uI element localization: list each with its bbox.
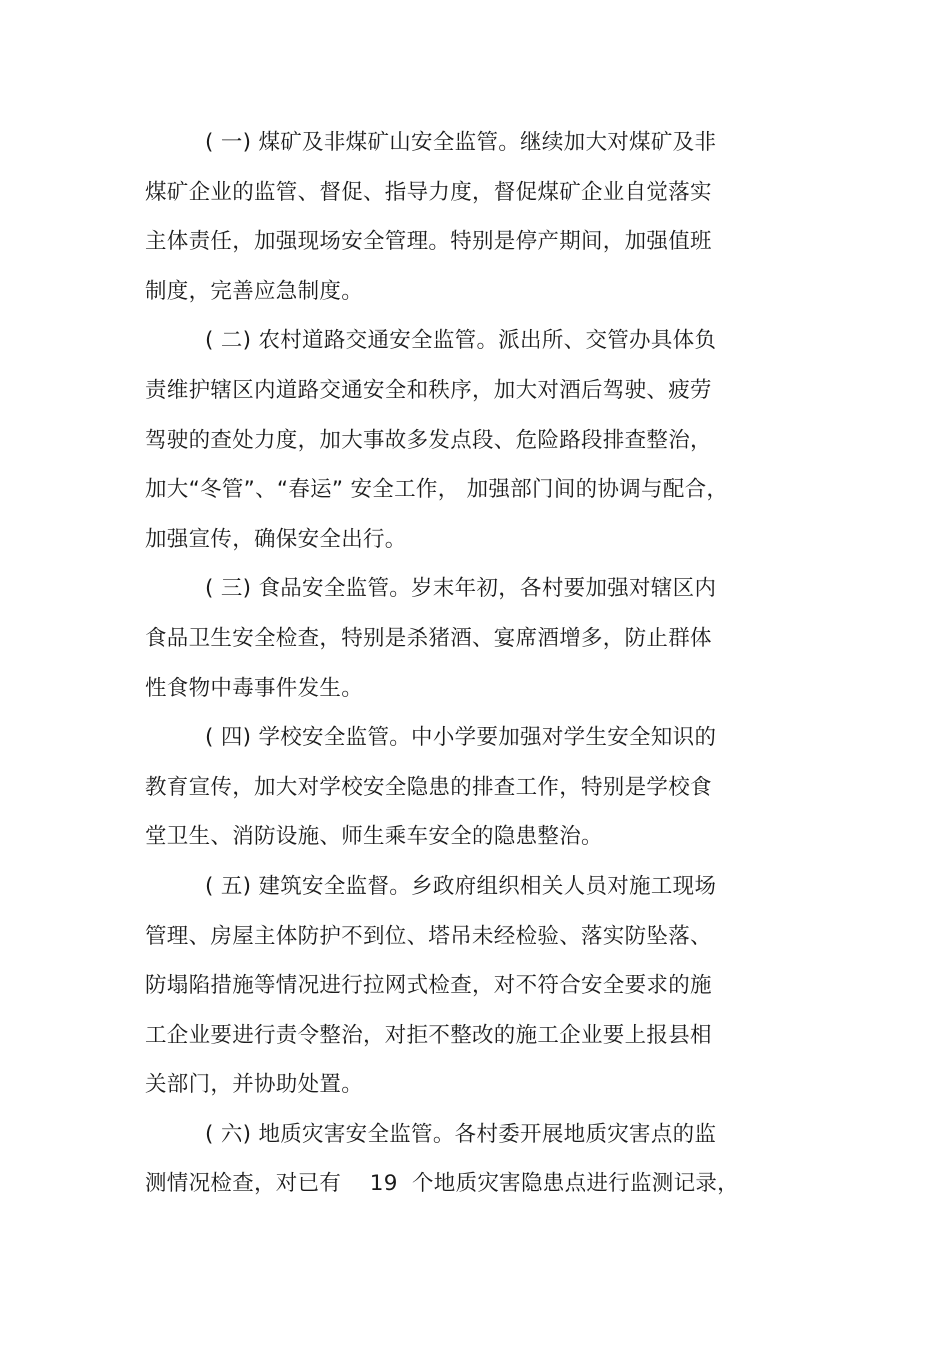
text-line: 加大“冬管”、“春运” 安全工作， 加强部门间的协调与配合， (145, 477, 729, 503)
text-line: ( 二) 农村道路交通安全监管。派出所、交管办具体负 (205, 328, 717, 354)
text-line: 性食物中毒事件发生。 (145, 675, 364, 701)
text-line: 责维护辖区内道路交通安全和秩序，加大对酒后驾驶、疲劳 (145, 377, 712, 403)
text-line: ( 四) 学校安全监管。中小学要加强对学生安全知识的 (205, 725, 717, 751)
paragraph-geological-hazard-safety (145, 1110, 765, 1209)
text-line: ( 六) 地质灾害安全监管。各村委开展地质灾害点的监 (205, 1121, 717, 1147)
text-line: 管理、房屋主体防护不到位、塔吊未经检验、落实防坠落、 (145, 923, 712, 949)
paragraph-road-traffic-safety (145, 316, 765, 564)
text-line: 测情况检查，对已有 19 个地质灾害隐患点进行监测记录， (145, 1171, 739, 1197)
text-line: 关部门，并协助处置。 (145, 1072, 364, 1098)
text-line: ( 一) 煤矿及非煤矿山安全监管。继续加大对煤矿及非 (205, 130, 717, 155)
paragraph-school-safety (145, 713, 765, 862)
text-line: 食品卫生安全检查，特别是杀猪酒、宴席酒增多，防止群体 (145, 625, 712, 651)
text-line: ( 五) 建筑安全监督。乡政府组织相关人员对施工现场 (205, 873, 717, 899)
text-line: 煤矿企业的监管、督促、指导力度，督促煤矿企业自觉落实 (145, 179, 712, 205)
text-line: 加强宣传，确保安全出行。 (145, 526, 407, 552)
text-line: 驾驶的查处力度，加大事故多发点段、危险路段排查整治， (145, 427, 712, 453)
text-line: ( 三) 食品安全监管。岁末年初，各村要加强对辖区内 (205, 576, 717, 602)
document-body (145, 118, 765, 1209)
text-line: 制度，完善应急制度。 (145, 278, 364, 304)
paragraph-coal-mine-safety (145, 118, 765, 316)
text-line: 工企业要进行责令整治，对拒不整改的施工企业要上报县相 (145, 1022, 712, 1048)
paragraph-construction-safety (145, 862, 765, 1110)
text-line: 主体责任，加强现场安全管理。特别是停产期间，加强值班 (145, 229, 712, 255)
text-line: 教育宣传，加大对学校安全隐患的排查工作，特别是学校食 (145, 774, 712, 800)
text-line: 堂卫生、消防设施、师生乘车安全的隐患整治。 (145, 824, 603, 850)
paragraph-food-safety (145, 564, 765, 713)
text-line: 防塌陷措施等情况进行拉网式检查，对不符合安全要求的施 (145, 973, 712, 999)
